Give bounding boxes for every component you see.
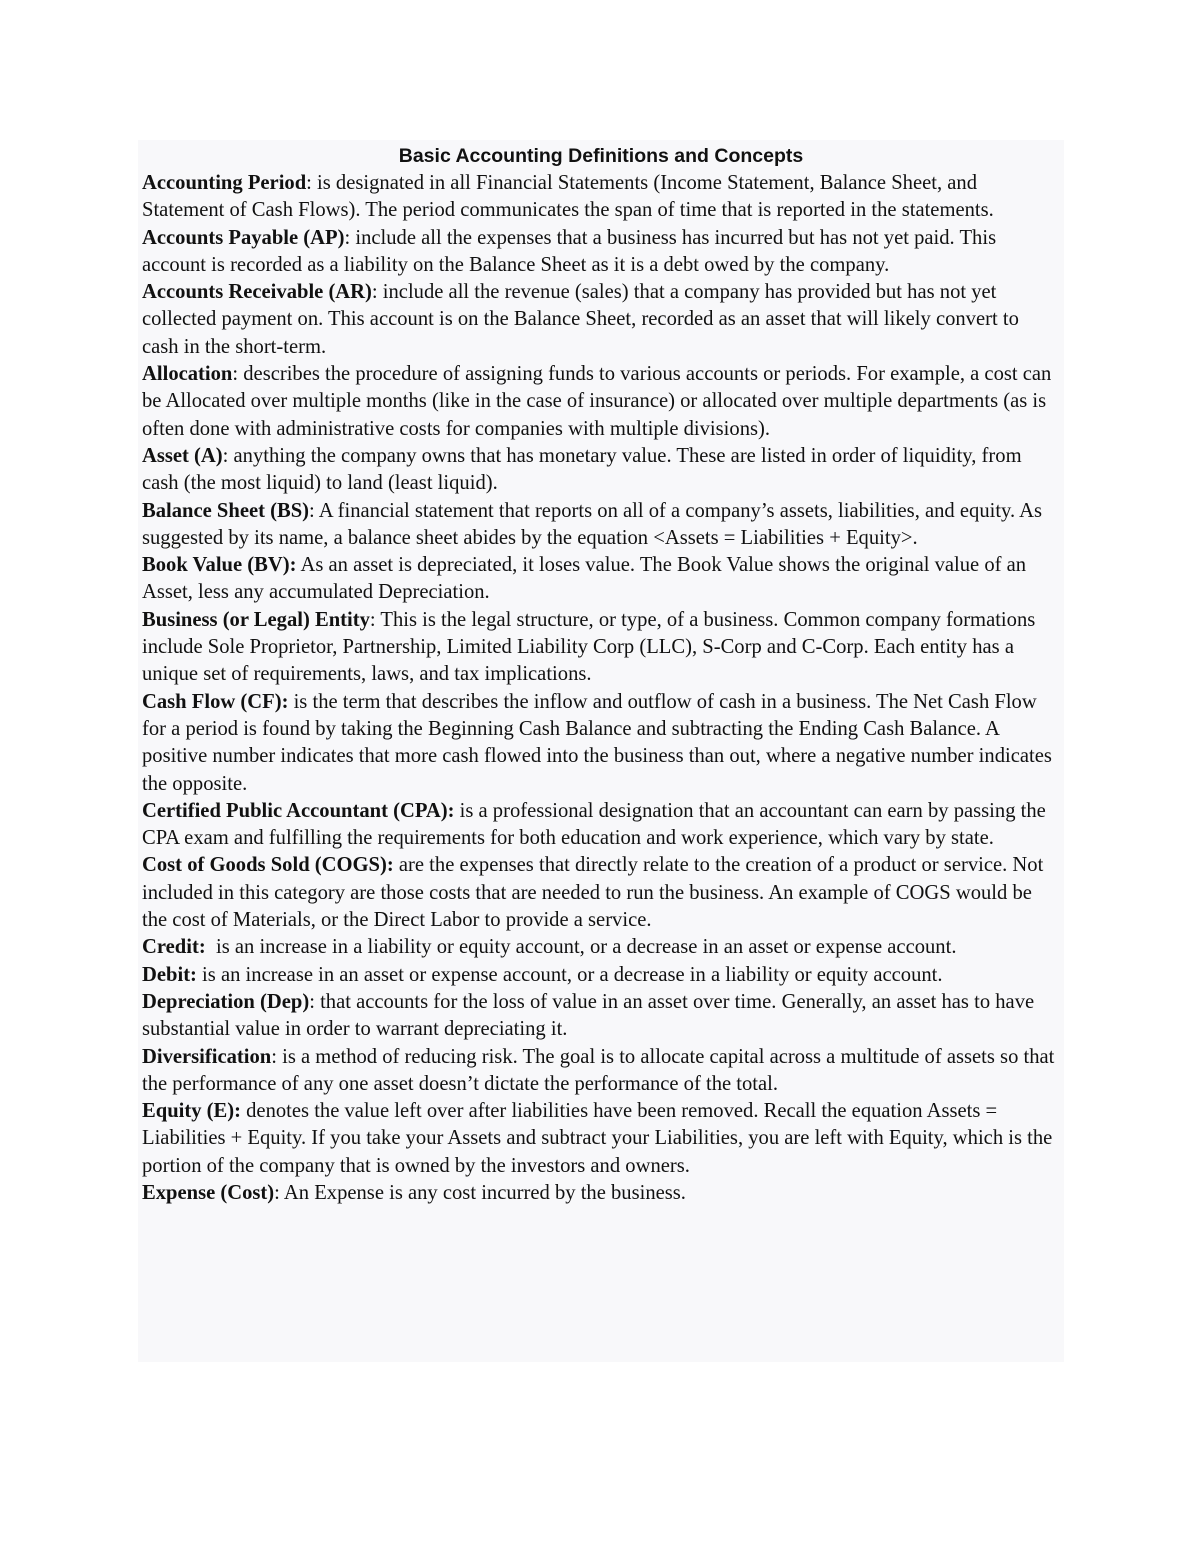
- definition-entry: [142, 689, 1060, 798]
- definition-entry: [142, 852, 1060, 934]
- definition-entry: [142, 225, 1060, 280]
- definition-term: Depreciation (Dep): [142, 990, 310, 1013]
- definition-term: Equity (E):: [142, 1100, 241, 1123]
- definition-text: denotes the value left over after liabilities have been removed. Recall the equation Assets = Liabilities + Equity. If you take your Assets and subtract your Liabilities, you are left with Equity, which is the portion of the company that is owned by the investors and owners.: [142, 1100, 1053, 1177]
- definition-term: Accounts Receivable (AR): [142, 281, 372, 304]
- definition-entry: [142, 962, 1060, 989]
- definition-entry: [142, 443, 1060, 498]
- definition-term: Book Value (BV):: [142, 554, 297, 577]
- definition-entry: [142, 1180, 1060, 1207]
- definition-text: : include all the expenses that a business has incurred but has not yet paid. This account is recorded as a liability on the Balance Sheet as it is a debt owed by the company.: [142, 226, 997, 276]
- definition-text: are the expenses that directly relate to the creation of a product or service. Not included in this category are those costs that are needed to run the business. An example of COGS would be the cost of Materials, or the Direct Labor to provide a service.: [142, 854, 1044, 932]
- definition-text: : describes the procedure of assigning funds to various accounts or periods. For example, a cost can be Allocated over multiple months (like in the case of insurance) or allocated over multiple departments (as is often done with administrative costs for companies with multiple divisions).: [142, 363, 1052, 440]
- definition-entry: [142, 607, 1060, 689]
- definition-term: Allocation: [142, 363, 233, 386]
- definition-text: : A financial statement that reports on all of a company’s assets, liabilities, and equity. As suggested by its name, a balance sheet abides by the equation <Assets = Liabilities + Equity>.: [142, 499, 1043, 549]
- definition-term: Diversification: [142, 1045, 272, 1068]
- definition-entry: [142, 1098, 1060, 1180]
- definition-term: Asset (A): [142, 444, 223, 467]
- definition-entry: [142, 170, 1060, 225]
- definition-term: Cost of Goods Sold (COGS):: [142, 854, 394, 877]
- definition-entry: [142, 279, 1060, 361]
- definition-entry: [142, 989, 1060, 1044]
- definition-term: Debit:: [142, 963, 197, 986]
- document-title: Basic Accounting Definitions and Concepts: [398, 145, 804, 167]
- definition-text: is an increase in an asset or expense account, or a decrease in a liability or equity account.: [196, 963, 943, 986]
- definition-text: : is designated in all Financial Statements (Income Statement, Balance Sheet, and Statement of Cash Flows). The period communicates the span of time that is reported in the statements.: [142, 172, 994, 222]
- definition-text: : anything the company owns that has monetary value. These are listed in order of liquidity, from cash (the most liquid) to land (least liquid).: [142, 444, 1022, 495]
- definition-text: is the term that describes the inflow and outflow of cash in a business. The Net Cash Flow for a period is found by taking the Beginning Cash Balance and subtracting the Ending Cash Balance. A positive number indicates that more cash flowed into the business than out, where a negative number indicates the opposite.: [142, 690, 1052, 795]
- definition-entry: [142, 934, 1060, 961]
- definition-entry: [142, 552, 1060, 607]
- definition-term: Expense (Cost): [142, 1181, 275, 1204]
- definition-term: Accounting Period: [142, 172, 307, 194]
- definition-text: is a professional designation that an accountant can earn by passing the CPA exam and fulfilling the requirements for both education and work experience, which vary by state.: [142, 799, 1046, 850]
- definition-term: Credit:: [142, 936, 206, 959]
- definition-entry: [142, 1044, 1060, 1099]
- definition-term: Cash Flow (CF):: [142, 690, 289, 713]
- definition-entry: [142, 361, 1060, 443]
- definition-text: is an increase in a liability or equity account, or a decrease in an asset or expense account.: [205, 936, 957, 959]
- definition-text: : An Expense is any cost incurred by the business.: [274, 1181, 686, 1204]
- definitions-content-block: [138, 140, 1064, 1362]
- definition-text: : This is the legal structure, or type, of a business. Common company formations include Sole Proprietor, Partnership, Limited Liability Corp (LLC), S-Corp and C-Corp. Each entity has a unique set of requirements, laws, and tax implications.: [142, 608, 1036, 686]
- definition-text: : that accounts for the loss of value in an asset over time. Generally, an asset has to have substantial value in order to warrant depreciating it.: [142, 990, 1035, 1041]
- definition-text: : is a method of reducing risk. The goal is to allocate capital across a multitude of assets so that the performance of any one asset doesn’t dictate the performance of the total.: [142, 1045, 1055, 1095]
- definition-text: As an asset is depreciated, it loses value. The Book Value shows the original value of an Asset, less any accumulated Depreciation.: [142, 554, 1027, 604]
- definition-entry: [142, 498, 1060, 553]
- definition-text: : include all the revenue (sales) that a company has provided but has not yet collected payment on. This account is on the Balance Sheet, recorded as an asset that will likely convert to cash in the short-term.: [142, 281, 1019, 358]
- definition-term: Certified Public Accountant (CPA):: [142, 799, 455, 822]
- definition-term: Balance Sheet (BS): [142, 499, 310, 522]
- definition-term: Business (or Legal) Entity: [142, 608, 370, 631]
- definition-term: Accounts Payable (AP): [142, 226, 345, 249]
- definition-entry: [142, 798, 1060, 853]
